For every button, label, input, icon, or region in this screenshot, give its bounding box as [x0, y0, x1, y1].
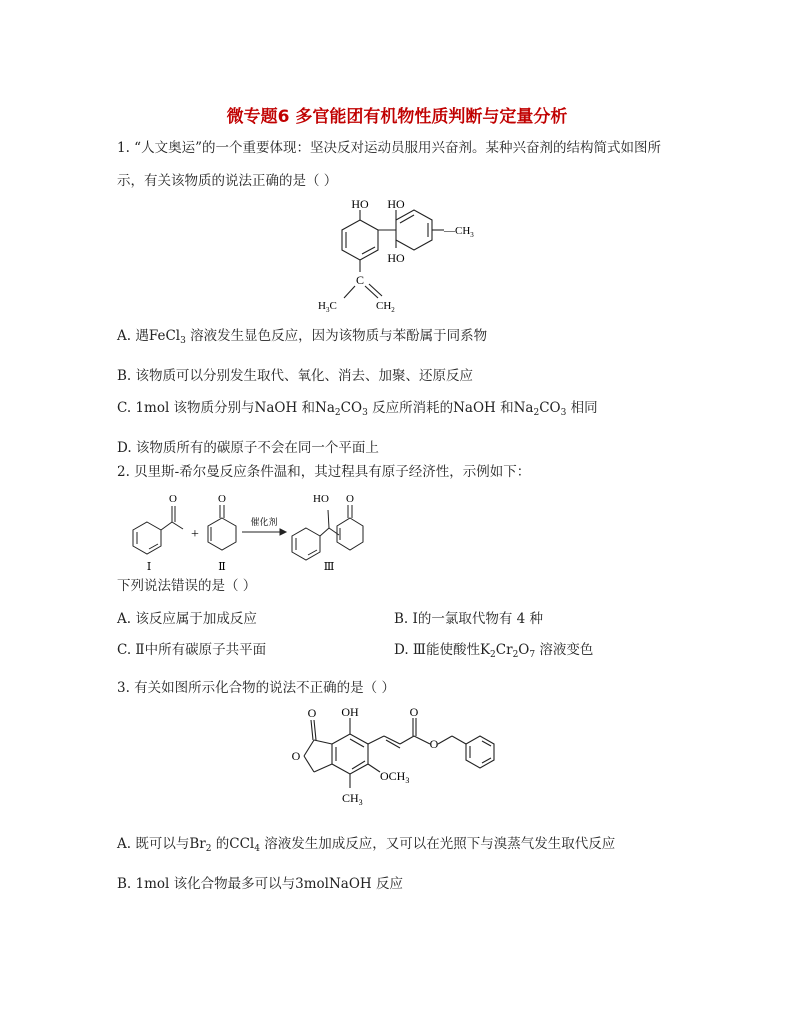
q2-question-stem: 下列说法错误的是（ ）: [117, 578, 257, 594]
q2-option-a: A. 该反应属于加成反应: [117, 611, 257, 627]
q2-catalyst-label: 催化剂: [250, 517, 278, 527]
q2-option-c: C. Ⅱ中所有碳原子共平面: [117, 642, 267, 658]
q1-option-b: B. 该物质可以分别发生取代、氧化、消去、加聚、还原反应: [117, 368, 474, 384]
q2-option-d: D. Ⅲ能使酸性$K_2Cr_2O_7$ 溶液变色: [394, 642, 594, 660]
q2-iii-o-label: O: [346, 493, 354, 505]
q3-carbonyl-o-label: O: [307, 706, 317, 720]
q1-stem-line2: 示，有关该物质的说法正确的是（ ）: [117, 173, 338, 189]
q3-oh-label: OH: [341, 705, 359, 719]
q1-ho-left-label: HO: [351, 197, 369, 211]
q3-och3-label: $OCH_3$: [380, 769, 410, 785]
q2-option-b: B. Ⅰ的一氯取代物有 4 种: [394, 611, 544, 627]
q2-stem-line1: 2. 贝里斯-希尔曼反应条件温和，其过程具有原子经济性，示例如下：: [117, 464, 531, 480]
q1-ho-bottom-label: HO: [387, 251, 405, 265]
q2-reaction-scheme: [125, 488, 375, 574]
q3-ester-o-label: O: [429, 737, 439, 751]
q2-label-ii: Ⅱ: [218, 561, 226, 573]
q1-stem-line1: 1. “人文奥运”的一个重要体现：坚决反对运动员服用兴奋剂。某种兴奋剂的结构简式如图所: [117, 140, 661, 156]
q3-ch3-label: $CH_3$: [342, 791, 363, 807]
q2-ii-o-label: O: [218, 493, 226, 505]
q1-ch3-label: $—CH_3$: [444, 225, 474, 239]
q3-option-b: B. 1mol 该化合物最多可以与3molNaOH 反应: [117, 876, 403, 892]
q1-ch2-label: $CH_2$: [376, 300, 395, 314]
q3-ring-o-label: O: [291, 749, 301, 763]
q1-option-d: D. 该物质所有的碳原子不会在同一个平面上: [117, 440, 379, 456]
q1-h3c-label: $H_3C$: [318, 300, 337, 314]
q2-label-iii: Ⅲ: [323, 561, 335, 573]
q1-option-a: A. 遇FeCl$_3$ 溶液发生显色反应，因为该物质与苯酚属于同系物: [117, 328, 488, 346]
q1-option-c: C. 1mol 该物质分别与NaOH 和$Na_2CO_3$ 反应所消耗的NaOH 和$Na_2CO_3$ 相同: [117, 400, 598, 418]
q3-ester-carbonyl-o-label: O: [409, 705, 419, 719]
q1-ho-top-label: HO: [387, 197, 405, 211]
q2-label-i: Ⅰ: [146, 561, 152, 573]
q2-i-o-label: O: [169, 493, 177, 505]
q1-molecule-structure: [310, 192, 510, 318]
q3-molecule-structure: [280, 700, 520, 820]
q3-stem-line1: 3. 有关如图所示化合物的说法不正确的是（ ）: [117, 680, 395, 696]
q3-option-a: A. 既可以与$Br_2$ 的CCl$_4$ 溶液发生加成反应，又可以在光照下与溴蒸气发生取代反应: [117, 836, 616, 854]
q1-c-label: C: [355, 273, 365, 287]
page-title: 微专题6 多官能团有机物性质判断与定量分析: [226, 107, 568, 127]
q2-iii-ho-label: HO: [313, 493, 329, 505]
q2-plus-sign: +: [191, 527, 199, 542]
